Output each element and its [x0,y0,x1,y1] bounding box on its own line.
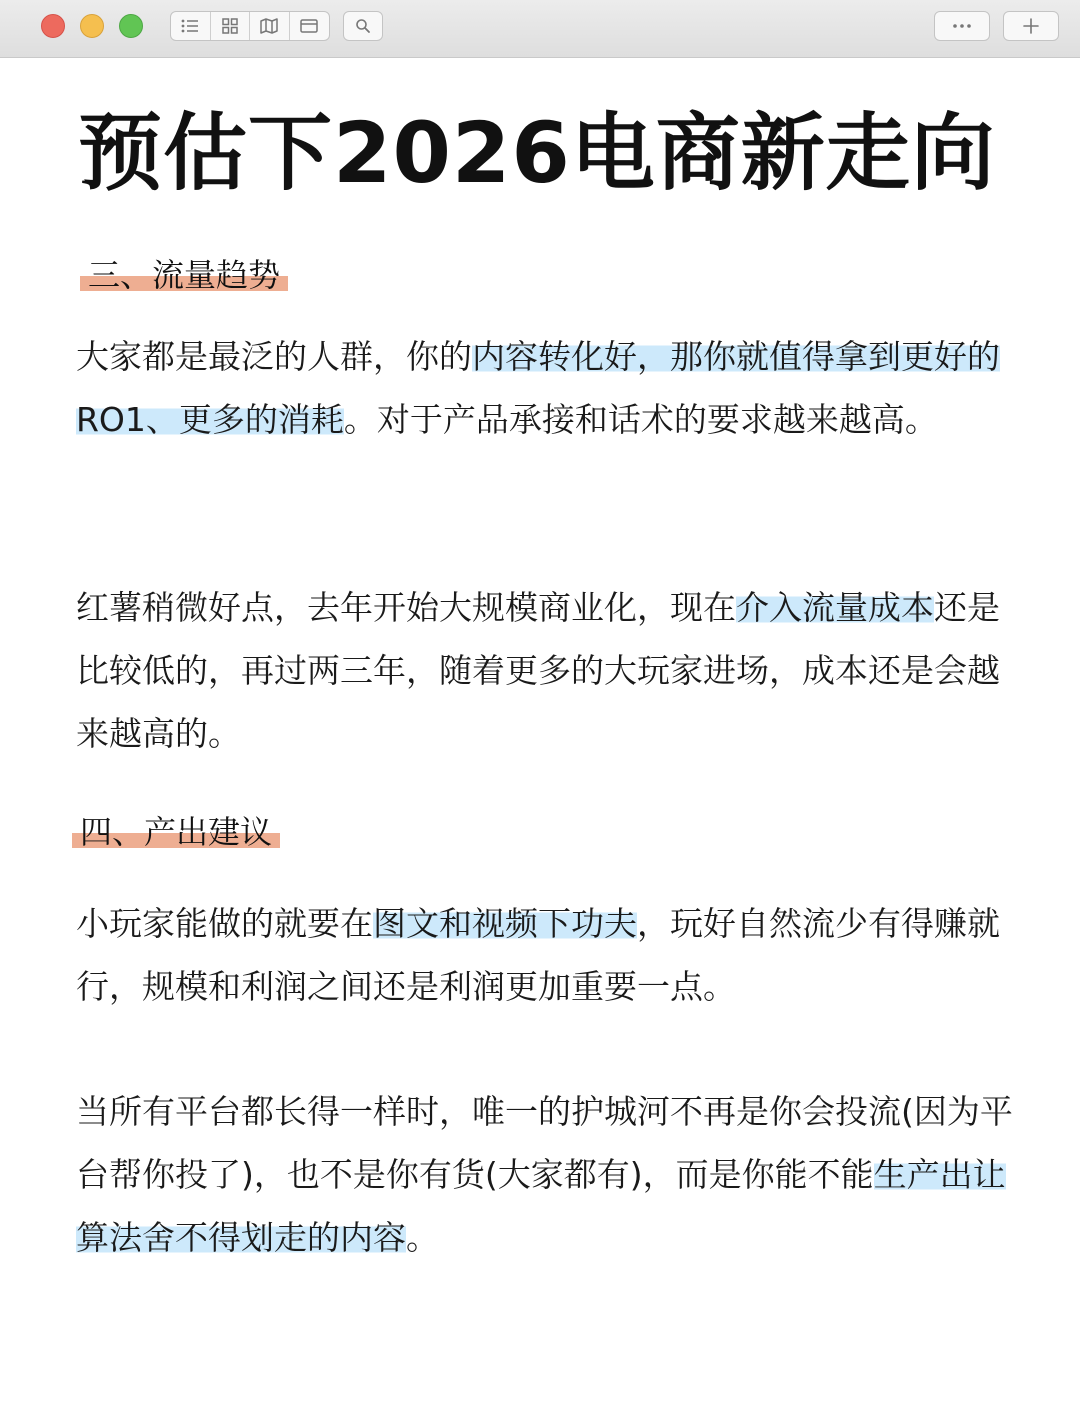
paragraph-text: 。对于产品承接和话术的要求越来越高。 [343,400,938,439]
paragraph-text: 。 [406,1218,439,1257]
paragraph-traffic-1 [76,325,1016,451]
grid-view-button[interactable] [211,12,251,40]
highlighted-text: 内容转化好，那你就值得拿到更好的 RO1、更多的消耗 [76,337,1000,439]
section-heading-output-advice [72,810,280,854]
window-titlebar [0,0,1080,58]
list-icon [180,18,200,34]
highlighted-text: 图文和视频下功夫 [373,904,637,943]
more-icon [951,23,973,29]
minimize-window-button[interactable] [80,14,104,38]
map-view-button[interactable] [250,12,290,40]
section-heading-label: 四、产出建议 [72,813,280,851]
highlighted-text: 介入流量成本 [736,588,934,627]
paragraph-output-2 [76,1080,1016,1269]
paragraph-output-1 [76,892,1016,1018]
article-title: 预估下2026电商新走向 [78,104,996,202]
window-icon [299,17,319,35]
zoom-window-button[interactable] [119,14,143,38]
paragraph-text: 小玩家能做的就要在 [76,904,373,943]
section-heading-label: 三、流量趋势 [80,256,288,294]
paragraph-text: 大家都是最泛的人群，你的 [76,337,472,376]
search-icon [354,17,372,35]
paragraph-text: 红薯稍微好点，去年开始大规模商业化，现在 [76,588,736,627]
list-view-button[interactable] [171,12,211,40]
paragraph-text: ，玩好自然流少有得赚就行，规模和利润之间还是利润更加重要一点。 [76,904,1000,1006]
search-button[interactable] [343,11,383,41]
window-view-button[interactable] [290,12,329,40]
plus-icon [1022,17,1040,35]
map-icon [259,17,279,35]
paragraph-text: 当所有平台都长得一样时，唯一的护城河不再是你会投流(因为平台帮你投了)，也不是你有货(大家都有)，而是你能不能 [76,1092,1013,1194]
paragraph-text: 还是比较低的，再过两三年，随着更多的大玩家进场，成本还是会越来越高的。 [76,588,1000,753]
section-heading-traffic-trend [80,253,288,297]
paragraph-traffic-2 [76,576,1016,765]
highlighted-text: 生产出让算法舍不得划走的内容 [76,1155,1006,1257]
view-switcher [170,11,330,41]
add-button[interactable] [1003,11,1059,41]
more-options-button[interactable] [934,11,990,41]
close-window-button[interactable] [41,14,65,38]
grid-icon [221,17,239,35]
